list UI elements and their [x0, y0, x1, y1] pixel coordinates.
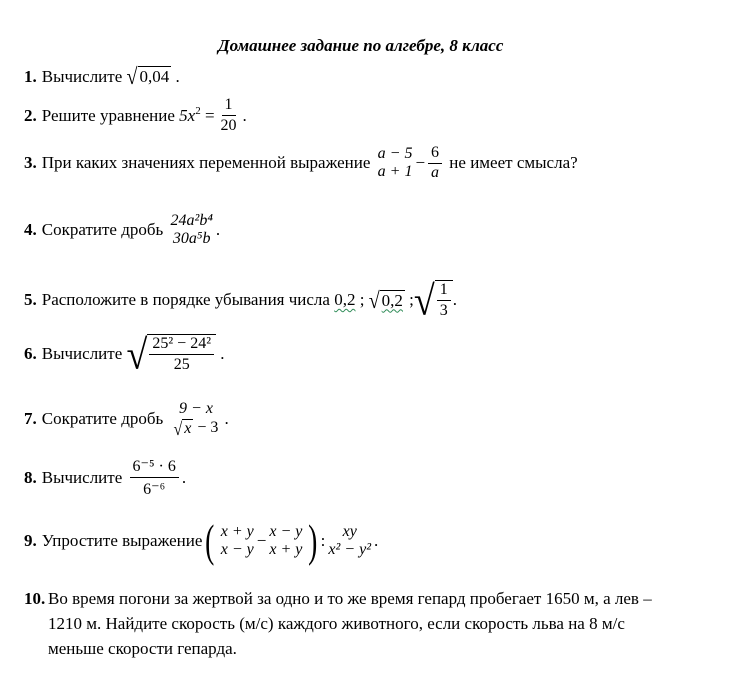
task-9 [24, 515, 379, 566]
sqrt-fraction: √ $\frac{\text{25² − 24²}}{25}$ [127, 334, 216, 374]
task-5 [24, 278, 458, 325]
task-2 [24, 96, 247, 135]
task-3 [24, 144, 578, 182]
left-paren: ( [205, 515, 215, 566]
fraction-2: $\frac{6}{a}$ [428, 144, 442, 182]
task-number: 10. [24, 589, 46, 608]
task-number: 1. [24, 66, 37, 86]
task-text: Упростите выражение [41, 531, 203, 550]
fraction-c: xy x² − y² [328, 523, 371, 558]
task-line-3: меньше скорости гепарда. [48, 639, 237, 658]
period: . [181, 467, 187, 487]
task-number: 3. [24, 153, 37, 172]
colon: : [320, 531, 326, 550]
fraction-1: a − 5 a + 1 [377, 145, 413, 180]
task-1 [24, 64, 180, 90]
task-8 [24, 456, 186, 499]
task-text: Вычислите [41, 66, 123, 86]
task-4 [24, 212, 220, 248]
fraction: $\frac{1}{20}$ [220, 96, 237, 134]
fraction-b: x − y x + y [269, 523, 303, 558]
task-number: 2. [24, 105, 37, 125]
task-text: Решите уравнение [41, 105, 175, 125]
task-number: 9. [24, 531, 37, 550]
sqrt-fraction: √ $\frac{1}{3}$ [414, 280, 453, 320]
task-line-2: 1210 м. Найдите скорость (м/с) каждого животного, если скорость льва на 8 м/с [48, 614, 625, 633]
sqrt-expression: √ 0,2 [368, 287, 403, 314]
period: . [452, 290, 458, 309]
period: . [220, 344, 225, 363]
task-number: 7. [24, 409, 37, 428]
fraction: $\frac{\text{6⁻⁵ · 6}}{\text{6⁻⁶}}$ [130, 456, 179, 499]
task-text: Сократите дробь [41, 409, 164, 428]
separator: ; [409, 290, 414, 309]
task-number: 5. [24, 290, 37, 309]
period: . [175, 66, 180, 86]
minus-sign: − [415, 153, 426, 172]
radicand: 0,04 [139, 67, 170, 86]
task-line-1: Во время погони за жертвой за одно и то же время гепард пробегает 1650 м, а лев – [48, 589, 652, 608]
page-title: Домашнее задание по алгебре, 8 класс [218, 36, 504, 55]
task-text: Вычислите [41, 344, 123, 363]
task-number: 6. [24, 344, 37, 363]
separator: ; [359, 290, 365, 309]
period: . [224, 409, 229, 428]
fraction: 9 − x √ x − 3 [173, 400, 219, 440]
fraction-a: x + y x − y [220, 523, 254, 558]
task-number: 8. [24, 467, 37, 487]
task-text: Вычислите [41, 467, 123, 487]
equals-sign: = [204, 105, 215, 125]
task-text: При каких значениях переменной выражение [41, 153, 371, 172]
equation-lhs: $5x^2$ [179, 104, 201, 125]
sqrt-expression: √ 0,04 [126, 64, 170, 90]
period: . [242, 105, 247, 125]
minus-sign: − [256, 531, 267, 550]
task-tail: не имеет смысла? [449, 153, 578, 172]
fraction: 24a²b⁴ 30a⁵b [170, 212, 213, 247]
right-paren: ) [308, 515, 318, 566]
task-6 [24, 332, 225, 379]
task-number: 4. [24, 220, 37, 239]
number-1: 0,2 [334, 290, 356, 309]
period: . [215, 220, 221, 239]
task-text: Сократите дробь [41, 220, 164, 239]
period: . [374, 531, 379, 550]
task-text: Расположите в порядке убывания числа [41, 290, 330, 309]
task-7 [24, 400, 229, 438]
